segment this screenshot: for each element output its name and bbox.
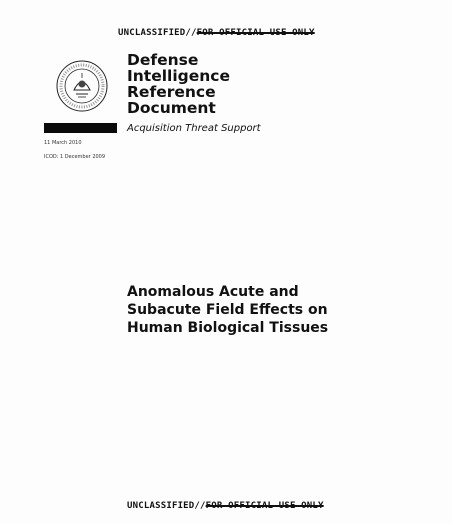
document-type-line: Intelligence: [127, 67, 231, 85]
icod-date: ICOD: 1 December 2009: [44, 154, 106, 160]
classification-prefix: UNCLASSIFIED//: [118, 28, 197, 38]
document-type-title: [127, 52, 230, 116]
office-name: Acquisition Threat Support: [127, 123, 261, 134]
document-title: [127, 283, 328, 337]
classification-banner-bottom: [127, 501, 324, 511]
classification-prefix: UNCLASSIFIED//: [127, 501, 206, 511]
classification-banner-top: [118, 28, 315, 38]
publication-date: 11 March 2010: [44, 140, 82, 146]
document-title-line: Human Biological Tissues: [127, 320, 329, 336]
dia-seal-icon: [56, 60, 108, 112]
document-type-line: Defense: [127, 51, 199, 69]
redaction-bar: [44, 123, 117, 133]
document-title-line: Anomalous Acute and: [127, 284, 299, 300]
document-type-line: Document: [127, 99, 216, 117]
classification-struck-caveat: FOR OFFICIAL USE ONLY: [205, 501, 324, 511]
classification-struck-caveat: FOR OFFICIAL USE ONLY: [196, 28, 315, 38]
document-type-line: Reference: [127, 83, 216, 101]
document-title-line: Subacute Field Effects on: [127, 302, 328, 318]
